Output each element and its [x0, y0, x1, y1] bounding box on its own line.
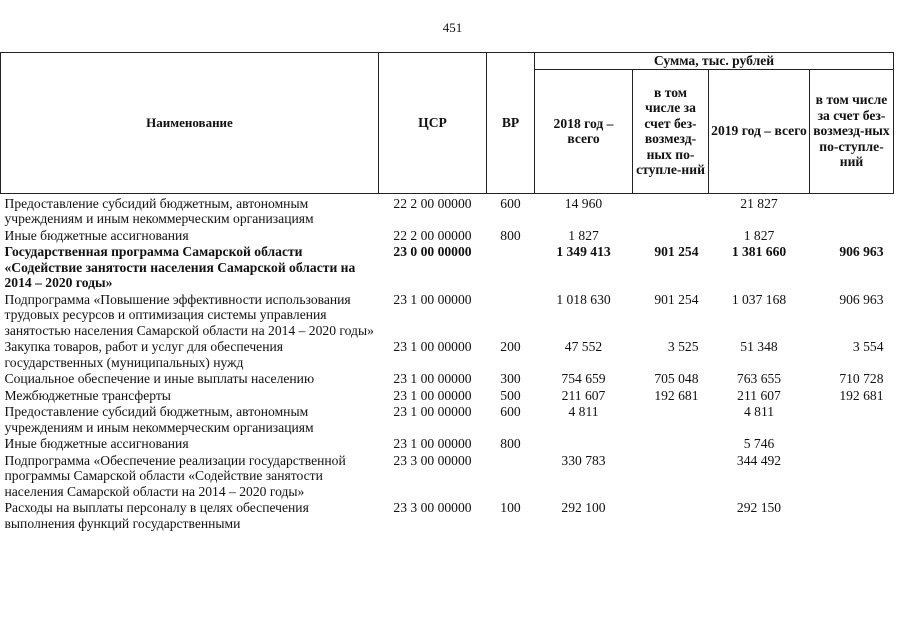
cell-sum-2018: 292 100 — [561, 500, 606, 515]
cell-name: Закупка товаров, работ и услуг для обеспечения государственных (муниципальных) нужд — [4, 339, 283, 370]
cell-bezvozm-2018: 3 525 — [667, 339, 699, 354]
cell-bezvozm-2018 — [633, 500, 709, 532]
cell-name: Расходы на выплаты персоналу в целях обеспечения выполнения функций государственными — [4, 500, 309, 531]
cell-bezvozm-2019: 906 963 — [839, 291, 884, 307]
table-row — [1, 228, 894, 245]
table-row — [1, 339, 894, 371]
cell-vr — [487, 453, 535, 501]
cell-name: Предоставление субсидий бюджетным, автономным учреждениям и иным некоммерческим организациям — [4, 195, 314, 226]
cell-name: Межбюджетные трансферты — [4, 387, 171, 403]
cell-bezvozm-2019 — [810, 436, 894, 453]
cell-bezvozm-2018: 901 254 — [654, 291, 699, 307]
cell-csr: 23 3 00 00000 — [393, 452, 472, 468]
cell-sum-2019: 344 492 — [736, 452, 782, 468]
cell-csr: 23 1 00 00000 — [393, 371, 472, 386]
page-number: 451 — [442, 20, 463, 35]
cell-sum-2018: 330 783 — [561, 452, 606, 468]
header-sum-2019: 2019 год – всего — [709, 69, 810, 193]
cell-name: Подпрограмма «Повышение эффективности использования трудовых ресурсов и оптимизация системы управления занятостью населения Самарской области на 2014 – 2020 годы» — [4, 291, 374, 338]
cell-vr: 800 — [500, 227, 521, 243]
table-row — [1, 500, 894, 532]
cell-bezvozm-2018 — [633, 228, 709, 245]
cell-bezvozm-2019: 192 681 — [839, 387, 884, 403]
cell-csr: 23 3 00 00000 — [393, 500, 472, 515]
cell-sum-2018: 1 018 630 — [556, 291, 611, 307]
cell-vr: 300 — [500, 371, 521, 386]
table-row — [1, 436, 894, 453]
cell-bezvozm-2019 — [810, 500, 894, 532]
header-bezvozm-2019: в том числе за счет без-возмезд-ных по-ступле-ний — [810, 69, 894, 193]
header-name: Наименование — [1, 53, 379, 194]
cell-name: Социальное обеспечение и иные выплаты населению — [4, 371, 315, 386]
header-vr: ВР — [487, 53, 535, 194]
cell-bezvozm-2018: 901 254 — [654, 244, 699, 259]
cell-csr: 23 1 00 00000 — [393, 404, 472, 419]
cell-sum-2019: 5 746 — [743, 436, 775, 451]
cell-sum-2019: 211 607 — [737, 387, 781, 403]
cell-sum-2019: 1 381 660 — [731, 244, 787, 259]
header-sum-group: Сумма, тыс. рублей — [535, 53, 894, 70]
cell-vr: 100 — [500, 500, 521, 515]
cell-bezvozm-2018 — [633, 193, 709, 228]
cell-csr: 23 1 00 00000 — [393, 436, 472, 451]
table-row — [1, 388, 894, 405]
cell-sum-2019: 4 811 — [743, 404, 775, 419]
cell-sum-2019: 763 655 — [736, 371, 782, 386]
cell-csr: 23 1 00 00000 — [393, 339, 472, 354]
cell-name: Иные бюджетные ассигнования — [4, 227, 189, 243]
cell-bezvozm-2019: 710 728 — [839, 371, 884, 386]
table-header — [1, 53, 894, 194]
cell-bezvozm-2019: 906 963 — [839, 244, 884, 259]
cell-csr: 22 2 00 00000 — [393, 227, 472, 243]
cell-sum-2018: 211 607 — [561, 387, 606, 403]
table-row — [1, 292, 894, 340]
cell-bezvozm-2018 — [633, 436, 709, 453]
cell-sum-2018: 754 659 — [561, 371, 606, 386]
cell-name: Государственная программа Самарской области «Содействие занятости населения Самарской области на 2014 – 2020 годы» — [4, 244, 356, 290]
cell-vr: 600 — [500, 195, 521, 211]
cell-csr: 23 1 00 00000 — [393, 387, 472, 403]
cell-bezvozm-2019 — [810, 404, 894, 436]
cell-bezvozm-2019 — [810, 193, 894, 228]
header-bezvozm-2018: в том числе за счет без-возмезд-ных по-ступле-ний — [633, 69, 709, 193]
cell-vr — [487, 292, 535, 340]
cell-vr: 500 — [500, 387, 521, 403]
cell-sum-2019: 21 827 — [740, 195, 778, 211]
cell-sum-2019: 1 037 168 — [731, 291, 787, 307]
cell-sum-2019: 51 348 — [740, 339, 778, 354]
cell-csr: 23 0 00 00000 — [393, 244, 472, 259]
cell-vr — [487, 244, 535, 292]
cell-vr: 800 — [500, 436, 521, 451]
cell-sum-2019: 292 150 — [736, 500, 782, 515]
cell-vr: 600 — [500, 404, 521, 419]
cell-bezvozm-2018: 705 048 — [654, 371, 699, 386]
cell-vr: 200 — [500, 339, 521, 354]
cell-sum-2018: 1 349 413 — [556, 244, 611, 259]
cell-csr: 23 1 00 00000 — [393, 291, 472, 307]
table-row — [1, 244, 894, 292]
cell-bezvozm-2018 — [633, 453, 709, 501]
table-row — [1, 371, 894, 388]
cell-name: Предоставление субсидий бюджетным, автономным учреждениям и иным некоммерческим организациям — [4, 404, 314, 435]
table-row — [1, 193, 894, 228]
cell-bezvozm-2018 — [633, 404, 709, 436]
table-row — [1, 453, 894, 501]
table-body — [1, 193, 894, 532]
cell-name: Подпрограмма «Обеспечение реализации государственной программы Самарской области «Содействие занятости населения Самарской области на 2014 – 2020 годы» — [4, 452, 346, 499]
cell-bezvozm-2019: 3 554 — [852, 339, 884, 354]
cell-sum-2019: 1 827 — [743, 227, 775, 243]
budget-table — [0, 52, 894, 532]
cell-csr: 22 2 00 00000 — [393, 195, 472, 211]
cell-bezvozm-2018: 192 681 — [654, 387, 699, 403]
cell-sum-2018: 14 960 — [564, 195, 603, 211]
cell-bezvozm-2019 — [810, 228, 894, 245]
cell-sum-2018: 47 552 — [564, 339, 603, 354]
cell-sum-2018 — [535, 436, 633, 453]
cell-name: Иные бюджетные ассигнования — [4, 436, 189, 451]
table-row — [1, 404, 894, 436]
header-csr: ЦСР — [379, 53, 487, 194]
header-sum-2018: 2018 год – всего — [535, 69, 633, 193]
cell-bezvozm-2019 — [810, 453, 894, 501]
cell-sum-2018: 1 827 — [568, 227, 599, 243]
cell-sum-2018: 4 811 — [568, 404, 599, 419]
